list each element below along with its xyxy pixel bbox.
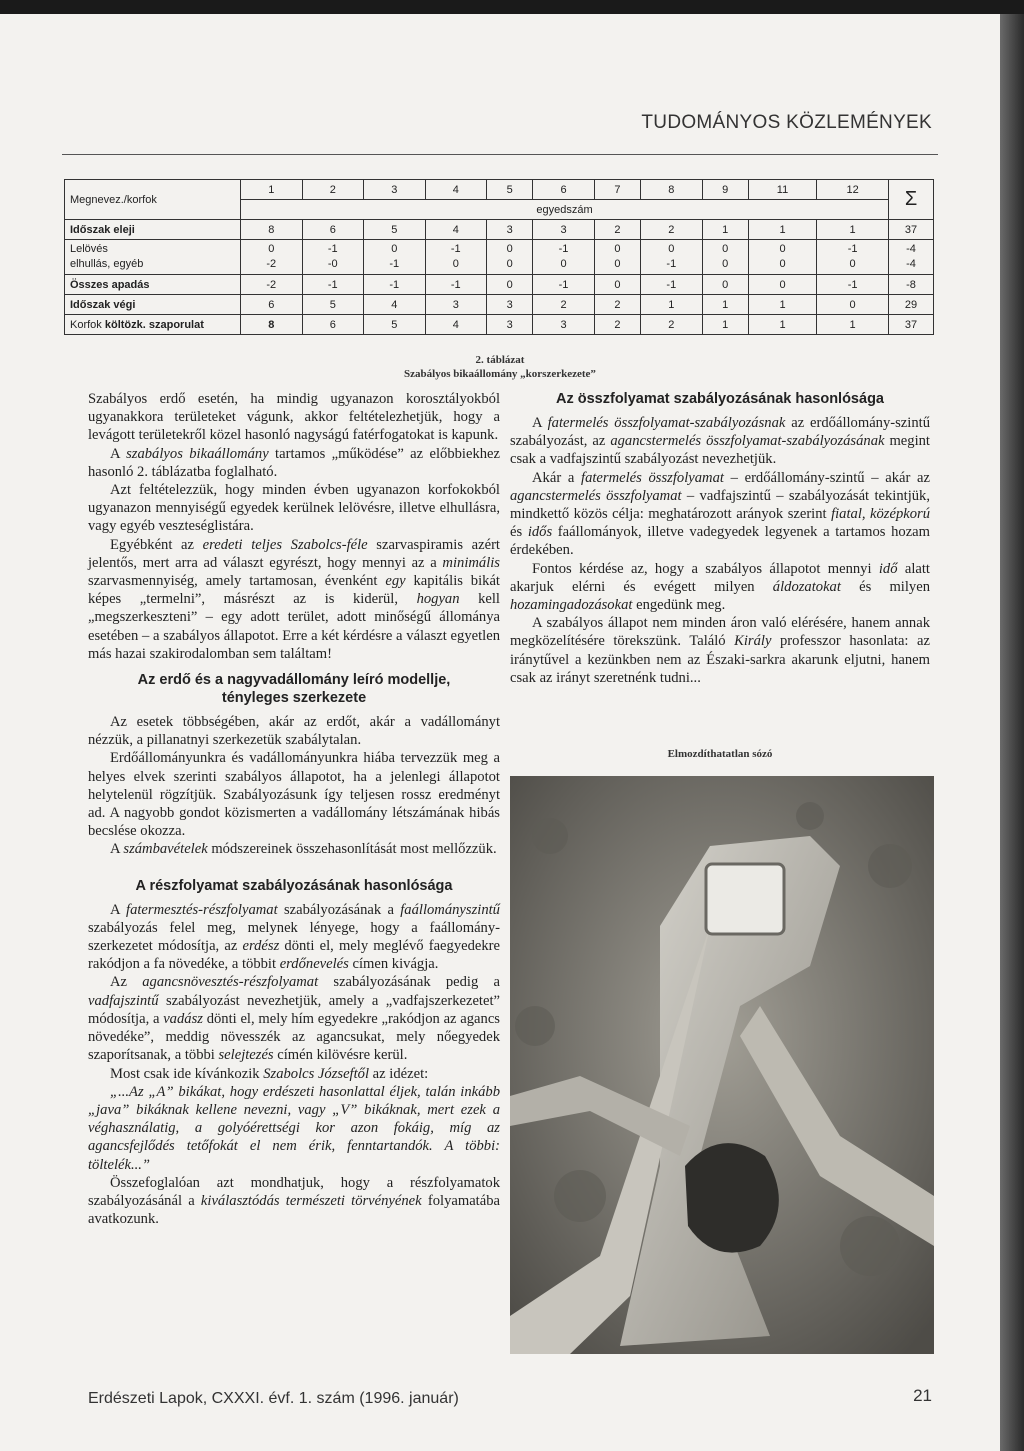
col-header: 9 bbox=[702, 180, 748, 200]
row-label: Időszak eleji bbox=[65, 220, 241, 240]
paragraph: Azt feltételezzük, hogy minden évben ugyanazon korfokokból ugyanazon mennyiségű egyedek kerülnek lelövésre, illetve elhullásra, vagy egyéb veszteséglistára. bbox=[88, 482, 500, 535]
table-row bbox=[65, 295, 934, 315]
table-row bbox=[65, 240, 934, 275]
cell bbox=[425, 240, 487, 275]
cell: 1 bbox=[748, 295, 816, 315]
cell: 3 bbox=[487, 220, 533, 240]
paragraph: Most csak ide kívánkozik Szabolcs Józseftől az idézet: bbox=[110, 1065, 429, 1082]
cell bbox=[533, 240, 595, 275]
row-label bbox=[65, 240, 241, 275]
cell bbox=[241, 240, 303, 275]
paragraph: A szabályos állapot nem minden áron való elérésére, hanem annak megközelítésére törekszünk. Találó Király professzor hasonlata: az iránytűvel a kezünkben nem az Északi-sarkra akarunk eljutni, hanem csak az irányt szeretnénk tudni... bbox=[510, 615, 930, 686]
section-heading: Az összfolyamat szabályozásának hasonlósága bbox=[556, 391, 884, 407]
age-structure-table bbox=[64, 179, 934, 335]
sum-cell bbox=[889, 240, 934, 275]
cell-value: 0 bbox=[668, 243, 675, 255]
unit-label: egyedszám bbox=[241, 200, 889, 220]
paragraph: A számbavételek módszereinek összehasonlítását most mellőzzük. bbox=[110, 841, 497, 858]
sum-cell: 29 bbox=[889, 295, 934, 315]
col-header: 5 bbox=[487, 180, 533, 200]
cell: 1 bbox=[641, 295, 703, 315]
cell-value: 0 bbox=[779, 243, 786, 255]
cell bbox=[641, 240, 703, 275]
cell: -1 bbox=[302, 275, 364, 295]
cell: 3 bbox=[533, 220, 595, 240]
paragraph: A fatermelés összfolyamat-szabályozásnak az erdőállomány-szintű szabályozást, az agancstermelés összfolyamat-szabályozásának megint csak a vadfajszintű szabályozást nevezhetjük. bbox=[510, 415, 930, 468]
cell: 1 bbox=[702, 220, 748, 240]
sum-cell: -8 bbox=[889, 275, 934, 295]
cell-value: 0 bbox=[560, 258, 567, 270]
table-caption-title: Szabályos bikaállomány „korszerkezete” bbox=[404, 368, 596, 380]
cell: 6 bbox=[302, 315, 364, 335]
cell-value: -1 bbox=[389, 258, 400, 270]
cell: 6 bbox=[302, 220, 364, 240]
name-header: Megnevez./korfok bbox=[65, 180, 241, 220]
quote: „...Az „A” bikákat, hogy erdészeti hasonlattal éljek, talán inkább „java” bikáknak kellene nevezni, vagy „V” bikáknak, mert ezek a véghasználatig, a golyóérettségi kor azon fokáig, míg az agancsfejlődés tetőfokát el nem érik, fenntartandók. A többi: töltelék...” bbox=[88, 1083, 500, 1173]
cell-value: -2 bbox=[266, 258, 277, 270]
cell: 6 bbox=[241, 295, 303, 315]
cell: 2 bbox=[594, 220, 640, 240]
header-rule bbox=[62, 154, 938, 155]
cell-value: 0 bbox=[779, 258, 786, 270]
cell: 1 bbox=[748, 220, 816, 240]
cell-value: 0 bbox=[268, 243, 275, 255]
row-label bbox=[65, 315, 241, 335]
col-header: 7 bbox=[594, 180, 640, 200]
col-header: 12 bbox=[817, 180, 889, 200]
cell: 3 bbox=[425, 295, 487, 315]
cell-value: 0 bbox=[391, 243, 398, 255]
paragraph: Az agancsnövesztés-részfolyamat szabályozásának pedig a vadfajszintű szabályozást nevezhetjük, amely a „vadfajszerkezetet” módosítja, a vadász dönti el, mely hím egyedekre „rakódjon az agancs növedéke”, meddig növesszék az agancsukat, mely nőegyedek szaporítsanak, a többi selejtezés címén kilövésre kerül. bbox=[88, 974, 500, 1064]
left-column bbox=[88, 390, 500, 1228]
cell: 0 bbox=[487, 275, 533, 295]
cell-value: 0 bbox=[452, 258, 459, 270]
row-label: Időszak végi bbox=[65, 295, 241, 315]
cell-value: -4 bbox=[906, 243, 916, 255]
col-header: 4 bbox=[425, 180, 487, 200]
journal-footer: Erdészeti Lapok, CXXXI. évf. 1. szám (1996. január) bbox=[88, 1390, 459, 1407]
photo-caption: Elmozdíthatatlan sózó bbox=[667, 748, 773, 760]
cell: 2 bbox=[641, 315, 703, 335]
cell: -1 bbox=[533, 275, 595, 295]
cell: 1 bbox=[702, 315, 748, 335]
row-label-part: Korfok bbox=[70, 318, 102, 331]
cell: 8 bbox=[241, 315, 303, 335]
cell-value: -1 bbox=[450, 243, 461, 255]
table-row bbox=[65, 220, 934, 240]
cell-value: -1 bbox=[847, 243, 858, 255]
row-label-line: elhullás, egyéb bbox=[70, 258, 144, 270]
cell: 1 bbox=[817, 220, 889, 240]
cell: 2 bbox=[594, 315, 640, 335]
cell: -1 bbox=[364, 275, 426, 295]
col-header: 3 bbox=[364, 180, 426, 200]
paragraph: A fatermesztés-részfolyamat szabályozásának a faállományszintű szabályozás felel meg, melynek lényege, hogy a faállomány-szerkezetet módosítja, az erdész dönti el, mely meglévő faegyedekre rakódjon a fa növedéke, a többit erdőnevelés címen kivágja. bbox=[88, 901, 501, 973]
section-header: TUDOMÁNYOS KÖZLEMÉNYEK bbox=[641, 112, 932, 133]
cell-value: 0 bbox=[614, 258, 621, 270]
cell-value: 0 bbox=[614, 243, 621, 255]
page-number: 21 bbox=[913, 1386, 932, 1405]
cell: 3 bbox=[487, 315, 533, 335]
cell: 8 bbox=[241, 220, 303, 240]
cell-value: -4 bbox=[906, 258, 916, 270]
right-column bbox=[510, 390, 930, 687]
cell-value: -1 bbox=[558, 243, 569, 255]
cell-value: 0 bbox=[849, 258, 856, 270]
cell bbox=[748, 240, 816, 275]
cell: 5 bbox=[364, 315, 426, 335]
sum-cell: 37 bbox=[889, 315, 934, 335]
salt-lick-photo bbox=[510, 776, 934, 1354]
cell: 2 bbox=[533, 295, 595, 315]
journal-page bbox=[0, 14, 1000, 1451]
row-label: Összes apadás bbox=[65, 275, 241, 295]
section-heading: A részfolyamat szabályozásának hasonlósága bbox=[135, 877, 453, 894]
cell: 4 bbox=[425, 220, 487, 240]
cell bbox=[817, 240, 889, 275]
cell: 2 bbox=[594, 295, 640, 315]
paragraph: Szabályos erdő esetén, ha mindig ugyanazon korosztályokból ugyanakkora területeket vágunk, akkor feltételezhetjük, hogy a levágott területekről közel hasonló nagyságú fatérfogatokat is kapunk. bbox=[88, 391, 500, 444]
cell-value: 0 bbox=[506, 258, 513, 270]
cell: 5 bbox=[302, 295, 364, 315]
cell: 0 bbox=[594, 275, 640, 295]
cell: -1 bbox=[817, 275, 889, 295]
cell: -1 bbox=[641, 275, 703, 295]
cell: 4 bbox=[364, 295, 426, 315]
row-label-line: Lelövés bbox=[70, 243, 108, 255]
cell-value: 0 bbox=[722, 258, 729, 270]
paragraph: Erdőállományunkra és vadállományunkra hiába tervezzük meg a helyes elvek szerinti szabályos állapotot, ha a jelenlegi állapotot helytelenül rögzítjük. Szabályozásunk így teljesen rossz eredményt ad. A nagyobb gondot közismerten a vadállomány létszámának hibás becslése okozza. bbox=[88, 750, 500, 840]
cell: 5 bbox=[364, 220, 426, 240]
cell: 1 bbox=[817, 315, 889, 335]
row-label-part: költözk. szaporulat bbox=[104, 318, 204, 331]
cell-value: -1 bbox=[666, 258, 677, 270]
table-row bbox=[65, 315, 934, 335]
cell bbox=[487, 240, 533, 275]
cell bbox=[364, 240, 426, 275]
cell: 1 bbox=[748, 315, 816, 335]
cell-value: -0 bbox=[327, 258, 338, 270]
cell: 2 bbox=[641, 220, 703, 240]
cell bbox=[702, 240, 748, 275]
paragraph: Összefoglalóan azt mondhatjuk, hogy a részfolyamatok szabályozásánál a kiválasztódás természeti törvényének folyamatába avatkozunk. bbox=[88, 1174, 500, 1228]
cell: 4 bbox=[425, 315, 487, 335]
paragraph: Az esetek többségében, akár az erdőt, akár a vadállományt nézzük, a pillanatnyi szerkezetük szabálytalan. bbox=[88, 714, 500, 749]
table-row bbox=[65, 275, 934, 295]
cell: -1 bbox=[425, 275, 487, 295]
cell-value: -1 bbox=[327, 243, 338, 255]
paragraph: A szabályos bikaállomány tartamos „működése” az előbbiekhez hasonló 2. táblázatba foglalható. bbox=[88, 445, 500, 480]
col-header: 1 bbox=[241, 180, 303, 200]
cell: 3 bbox=[533, 315, 595, 335]
col-header: 11 bbox=[748, 180, 816, 200]
paragraph: Fontos kérdése az, hogy a szabályos állapotot mennyi idő alatt akarjuk elérni és evégett milyen áldozatokat és milyen hozamingadozásokat engedünk meg. bbox=[510, 560, 930, 614]
cell: 0 bbox=[817, 295, 889, 315]
paragraph: Egyébként az eredeti teljes Szabolcs-féle szarvaspiramis azért jelentős, mert arra ad választ egyrészt, hogy mennyi az a minimális szarvasmennyiség, amely tartamosan, évenként egy kapitális bikát képes „termelni”, másrészt az is kiderül, hogyan kell „megszerkeszteni” – egy adott terület, adott minőségű állományа esetében – a szabályos állapotot. Erre a két kérdésre a választ egyetlen más hazai szakirodalomban sem találtam! bbox=[88, 536, 500, 662]
paragraph: Akár a fatermelés összfolyamat – erdőállomány-szintű – akár az agancstermelés összfolyamat – vadfajszintű – szabályozását tekintjük, mindkettő közös célja: meghatározott arányok szerint fiatal, középkorú és idős faállományok, illetve vadegyedek legyenek a tartamos hozam érdekében. bbox=[510, 469, 931, 559]
cell bbox=[302, 240, 364, 275]
table-caption-number: 2. táblázat bbox=[475, 354, 525, 366]
cell-value: 0 bbox=[722, 243, 729, 255]
sum-symbol: Σ bbox=[889, 180, 934, 220]
cell: -2 bbox=[241, 275, 303, 295]
section-heading: Az erdő és a nagyvadállomány leíró modellje, tényleges szerkezete bbox=[137, 672, 451, 707]
sum-cell: 37 bbox=[889, 220, 934, 240]
col-header: 6 bbox=[533, 180, 595, 200]
col-header: 8 bbox=[641, 180, 703, 200]
photo-illustration bbox=[510, 776, 934, 1354]
col-header: 2 bbox=[302, 180, 364, 200]
cell: 0 bbox=[702, 275, 748, 295]
cell: 1 bbox=[702, 295, 748, 315]
cell: 3 bbox=[487, 295, 533, 315]
cell-value: 0 bbox=[506, 243, 513, 255]
cell bbox=[594, 240, 640, 275]
cell: 0 bbox=[748, 275, 816, 295]
